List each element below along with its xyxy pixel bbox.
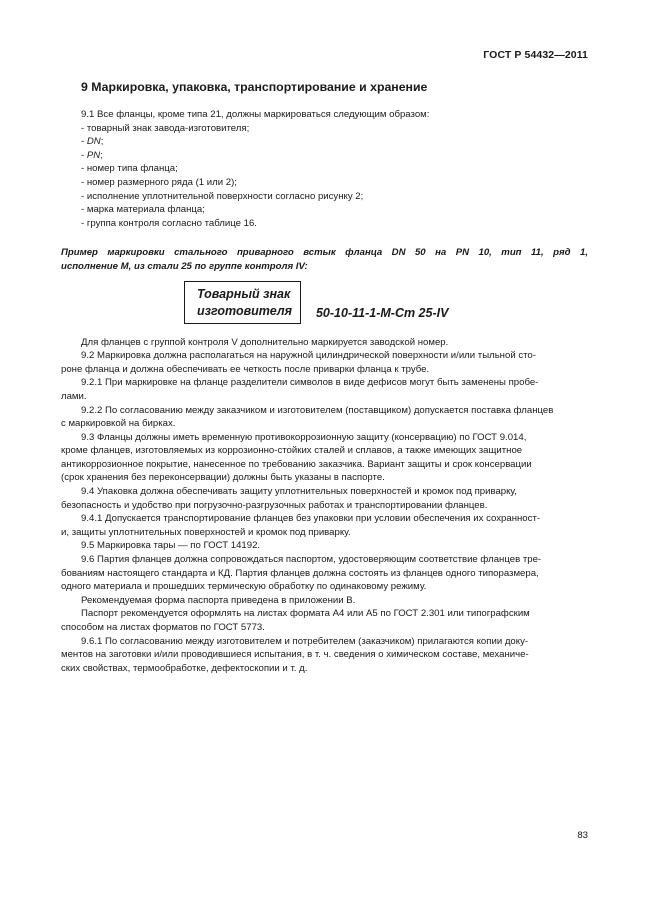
- text-line: Паспорт рекомендуется оформлять на листах формата А4 или А5 по ГОСТ 2.301 или типографским: [81, 608, 530, 620]
- section-title: 9 Маркировка, упаковка, транспортирование и хранение: [81, 80, 428, 94]
- text-line: 9.4 Упаковка должна обеспечивать защиту уплотнительных поверхностей и кромок под приварку,: [81, 486, 517, 498]
- list-item: 9.1 Все фланцы, кроме типа 21, должны маркироваться следующим образом:: [81, 109, 430, 120]
- text-line: 9.6.1 По согласованию между изготовителем и потребителем (заказчиком) прилагаются копии доку-: [81, 635, 529, 647]
- list-item: - номер размерного ряда (1 или 2);: [81, 176, 237, 188]
- text-line: 9.5 Маркировка тары — по ГОСТ 14192.: [81, 540, 261, 552]
- pn-label: PN: [86, 149, 101, 161]
- text-line: ских свойствах, термообработке, дефектоскопии и т. д.: [61, 662, 308, 674]
- text-line: кроме фланцев, изготовляемых из коррозионно-стойких сталей и сплавов, а также имеющих защитное: [61, 445, 523, 457]
- text-line: 9.2.1 При маркировке на фланце разделители символов в виде дефисов могут быть заменены пробе-: [81, 377, 539, 389]
- list-item: - PN;: [81, 149, 103, 161]
- page-content: [61, 80, 588, 675]
- text-line: 9.3 Фланцы должны иметь временную противокоррозионную защиту (консервацию) по ГОСТ 9.014,: [81, 431, 527, 443]
- text-line: с маркировкой на бирках.: [61, 418, 176, 430]
- text-line: Рекомендуемая форма паспорта приведена в приложении В.: [81, 594, 356, 606]
- text-line: лами.: [61, 390, 87, 402]
- trademark-label-line-2: изготовителя: [197, 303, 292, 318]
- list-item: - группа контроля согласно таблице 16.: [81, 217, 257, 229]
- marking-requirements-list: [81, 108, 588, 230]
- text-line: 9.6 Партия фланцев должна сопровождаться паспортом, удостоверяющим соответствие фланцев тре-: [81, 554, 542, 566]
- trademark-label-line-1: Товарный знак: [197, 286, 291, 301]
- marking-example: [61, 246, 588, 273]
- text-line: 9.4.1 Допускается транспортирование фланцев без упаковки при условии обеспечения их сохранност-: [81, 513, 541, 525]
- text-line: (срок хранения без переконсервации) должны быть указаны в паспорте.: [61, 472, 385, 484]
- body-text: [61, 336, 588, 676]
- text-line: 9.2.2 По согласованию между заказчиком и изготовителем (поставщиком) допускается поставка фланцев: [81, 404, 554, 416]
- text-line: и, защиты уплотнительных поверхностей и кромок под приварку.: [61, 526, 351, 538]
- marking-code: 50-10-11-1-М-Ст 25-IV: [315, 305, 449, 320]
- text-line: роне фланца и должна обеспечивать ее четкость после приварки фланца к трубе.: [61, 363, 430, 375]
- list-item: - номер типа фланца;: [81, 163, 178, 175]
- marking-sample: [184, 281, 588, 324]
- page-number: 83: [577, 830, 588, 841]
- text-line: безопасность и удобство при погрузочно-разгрузочных работах и транспортировании фланцев.: [61, 499, 488, 511]
- text-line: Для фланцев с группой контроля V дополнительно маркируется заводской номер.: [81, 336, 449, 348]
- list-item: - марка материала фланца;: [81, 204, 205, 216]
- list-item: - DN;: [81, 136, 104, 148]
- example-line-1: Пример маркировки стального приварного встык фланца DN 50 на PN 10, тип 11, ряд 1,: [61, 247, 588, 259]
- list-item: - исполнение уплотнительной поверхности согласно рисунку 2;: [81, 190, 364, 202]
- text-line: бованиям настоящего стандарта и КД. Партия фланцев должна состоять из фланцев одного типоразмера,: [61, 567, 539, 579]
- trademark-box: [184, 281, 301, 324]
- list-item: - товарный знак завода-изготовителя;: [81, 122, 250, 134]
- text-line: 9.2 Маркировка должна располагаться на наружной цилиндрической поверхности и/или тыльной сто-: [81, 350, 536, 362]
- text-line: одного материала и прошедших термическую обработку по одинаковому режиму.: [61, 581, 427, 593]
- document-code: ГОСТ Р 54432—2011: [483, 49, 588, 61]
- dn-label: DN: [86, 136, 101, 148]
- text-line: способом на листах форматов по ГОСТ 5773.: [61, 622, 265, 633]
- text-line: ментов на заготовки и/или проводившиеся испытания, в т. ч. сведения о химическом составе, механиче-: [61, 649, 529, 661]
- text-line: антикоррозионное покрытие, нанесенное по требованию заказчика. Вариант защиты и срок консервации: [61, 458, 532, 470]
- example-line-2: исполнение М, из стали 25 по группе контроля IV:: [61, 260, 308, 272]
